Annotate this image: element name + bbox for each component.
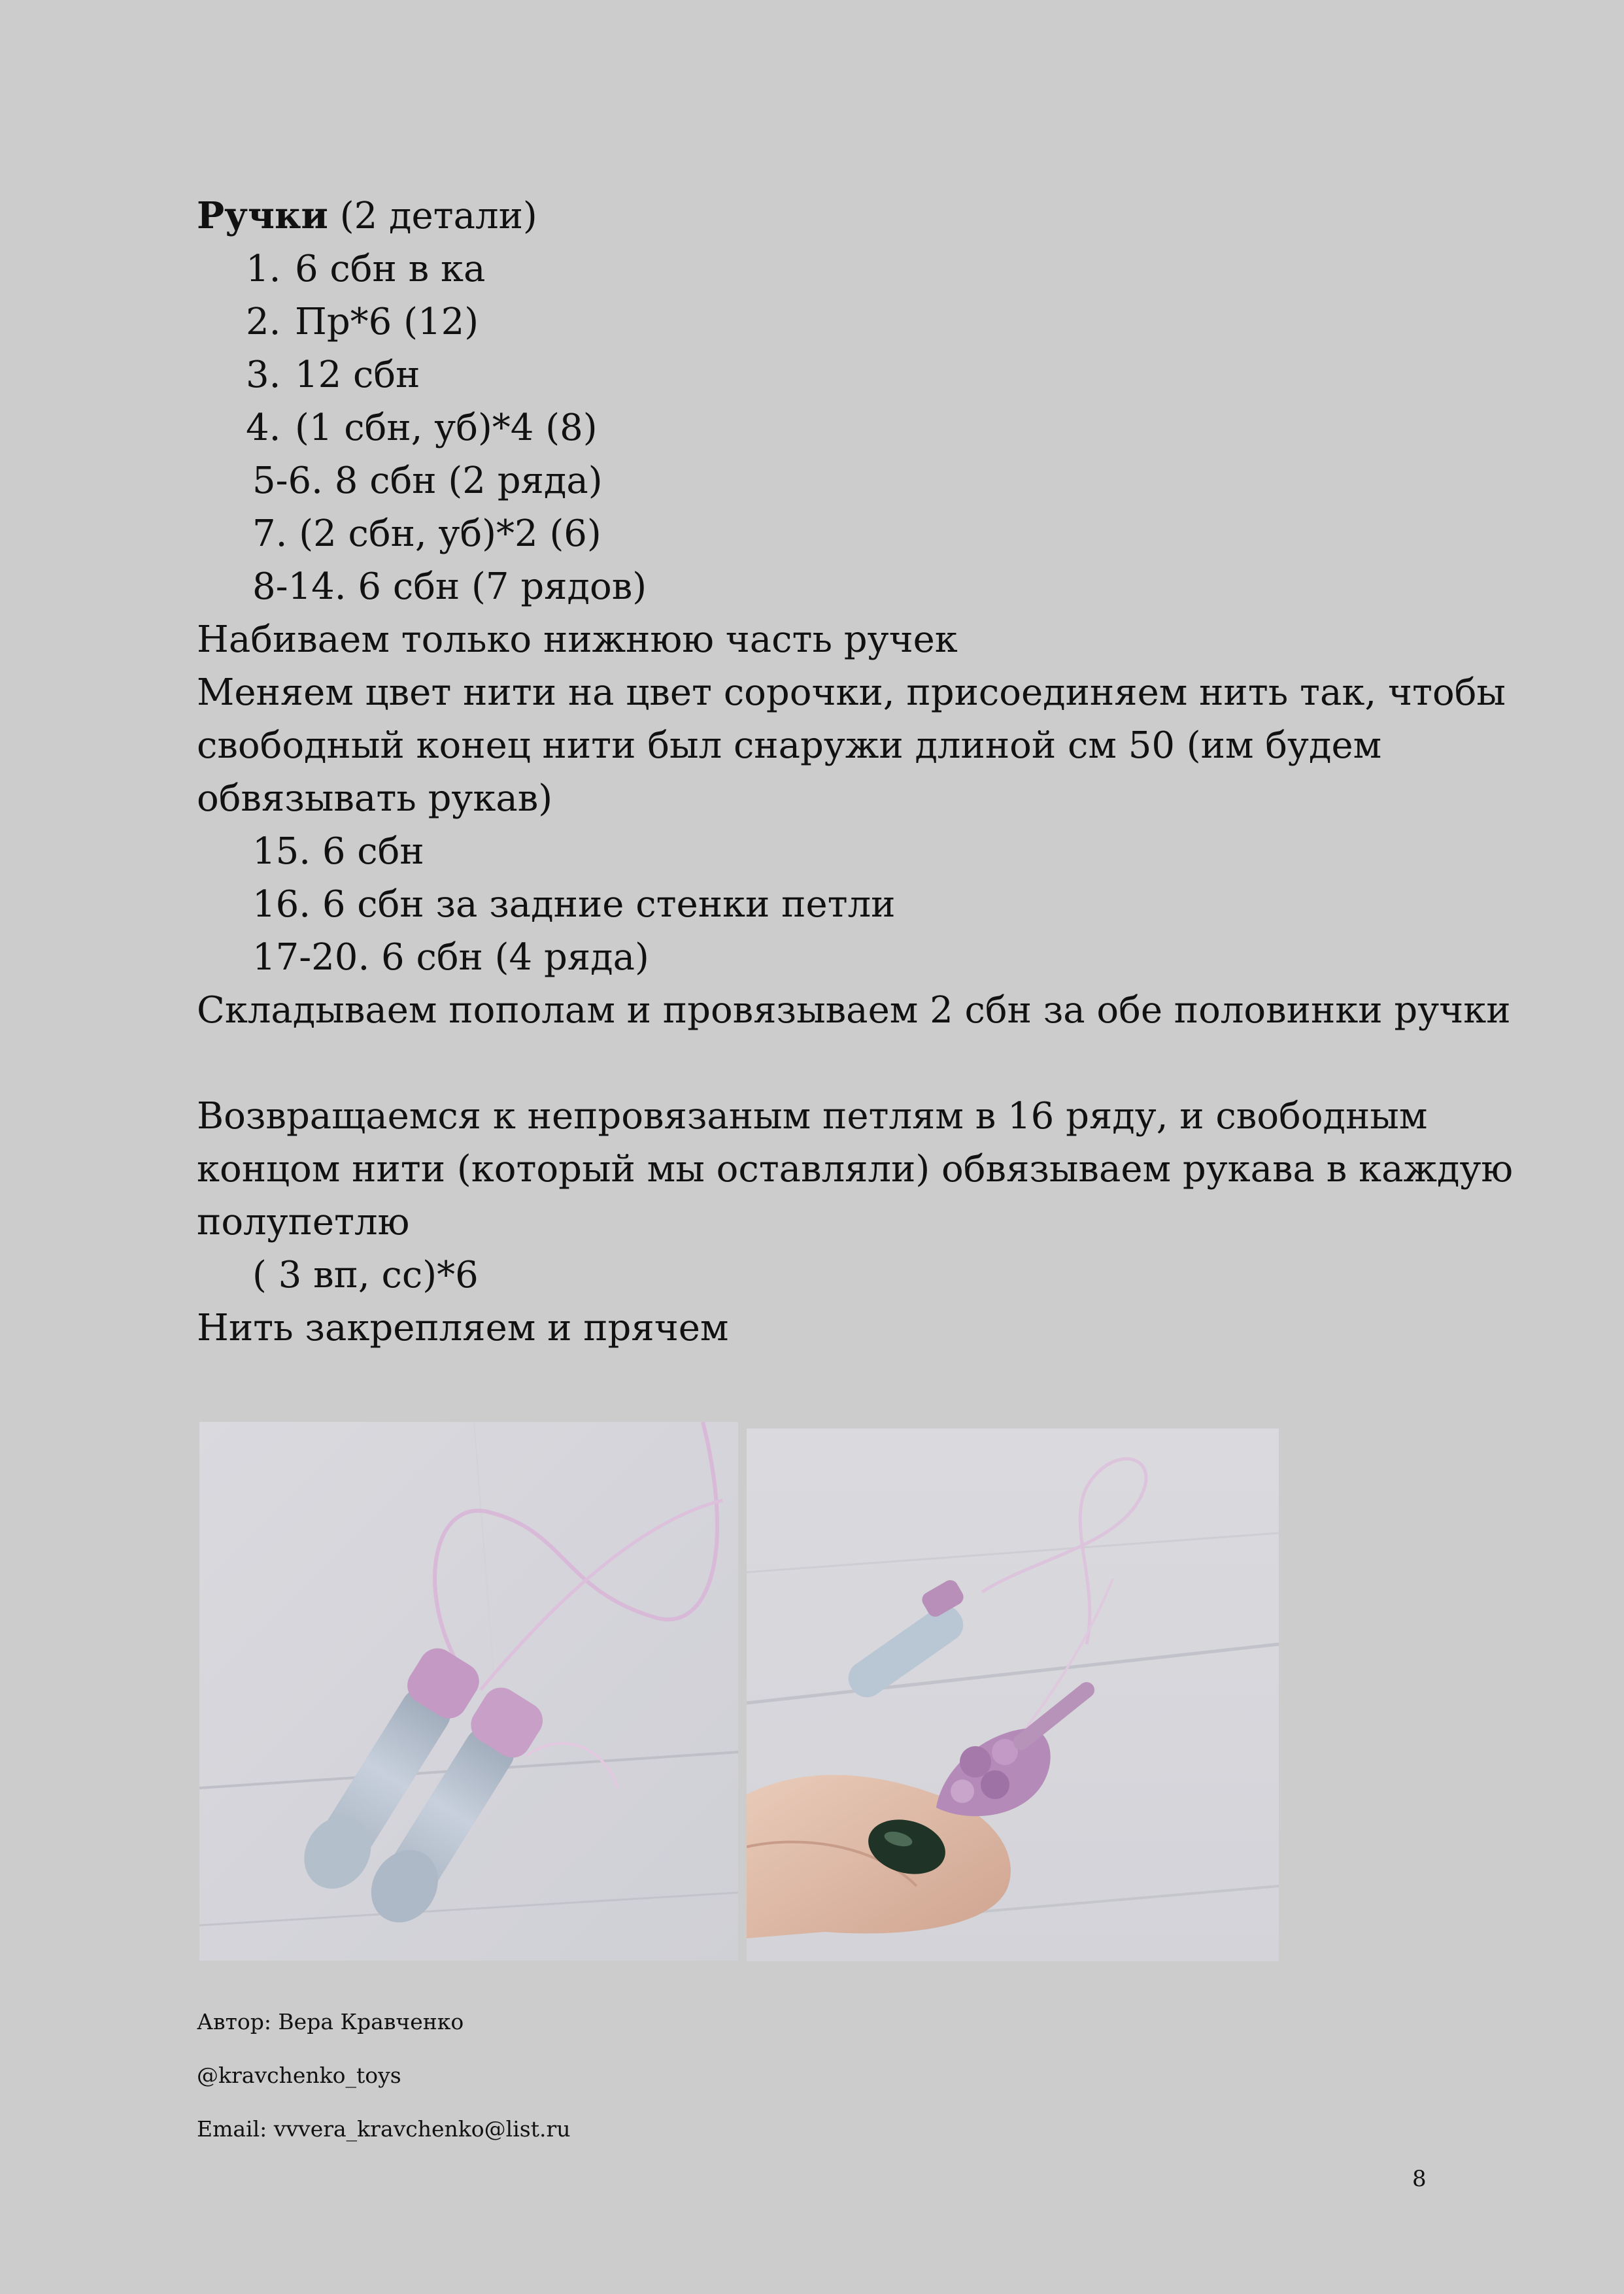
pattern-row: ( 3 вп, сс)*6 [252,1254,479,1296]
pattern-row: 15. 6 сбн [252,830,424,873]
instruction-color-change-line: Меняем цвет нити на цвет сорочки, присоединяем нить так, чтобы [197,671,1506,714]
instruction-color-change-line: свободный конец нити был снаружи длиной см 50 (им будем [197,724,1382,767]
instruction-fold: Складываем пополам и провязываем 2 сбн за обе половинки ручки [197,989,1511,1032]
section-title [197,190,1498,243]
document-body [197,190,1514,1355]
photo-arms-pair [199,1422,738,1961]
pattern-row: 16. 6 сбн за задние стенки петли [252,883,896,926]
instruction-sleeve-line: концом нити (который мы оставляли) обвязываем рукава в каждую [197,1148,1514,1190]
row-text: (1 сбн, уб)*4 (8) [295,407,598,449]
pattern-row [197,243,1498,295]
pattern-row [197,348,1498,401]
instruction-sleeve-line: Возвращаемся к непровязаным петлям в 16 ряду, и свободным [197,1095,1428,1138]
instruction-sleeve-line: полупетлю [197,1201,410,1243]
row-text: 6 сбн в ка [295,248,486,290]
page-number: 8 [1412,2166,1427,2192]
instruction-stuffing: Набиваем только нижнюю часть ручек [197,618,958,661]
section-title-rest: (2 детали) [328,195,537,237]
row-number: 4. [246,407,281,449]
row-number: 3. [246,354,281,396]
row-text: Пр*6 (12) [295,301,479,343]
photo-arm-in-hand [747,1428,1279,1961]
instruction-finish: Нить закрепляем и прячем [197,1307,729,1349]
instruction-color-change-line: обвязывать рукав) [197,777,553,820]
pattern-row: 7. (2 сбн, уб)*2 (6) [252,513,601,555]
pattern-row: 5-6. 8 сбн (2 ряда) [252,460,603,502]
author-name: Автор: Вера Кравченко [197,2009,464,2034]
pattern-row [197,295,1498,348]
row-number: 1. [246,248,281,290]
row-number: 2. [246,301,281,343]
photo-strip [199,1422,1278,1961]
pattern-row: 17-20. 6 сбн (4 ряда) [252,936,649,979]
instagram-handle: @kravchenko_toys [197,2063,401,2088]
author-email: Email: vvvera_kravchenko@list.ru [197,2116,571,2142]
pattern-row: 8-14. 6 сбн (7 рядов) [252,565,647,608]
author-footer [197,2007,570,2168]
paragraph-spacer [197,1037,1498,1090]
row-text: 12 сбн [295,354,420,396]
section-title-bold: Ручки [197,194,328,237]
pattern-row [197,401,1498,454]
